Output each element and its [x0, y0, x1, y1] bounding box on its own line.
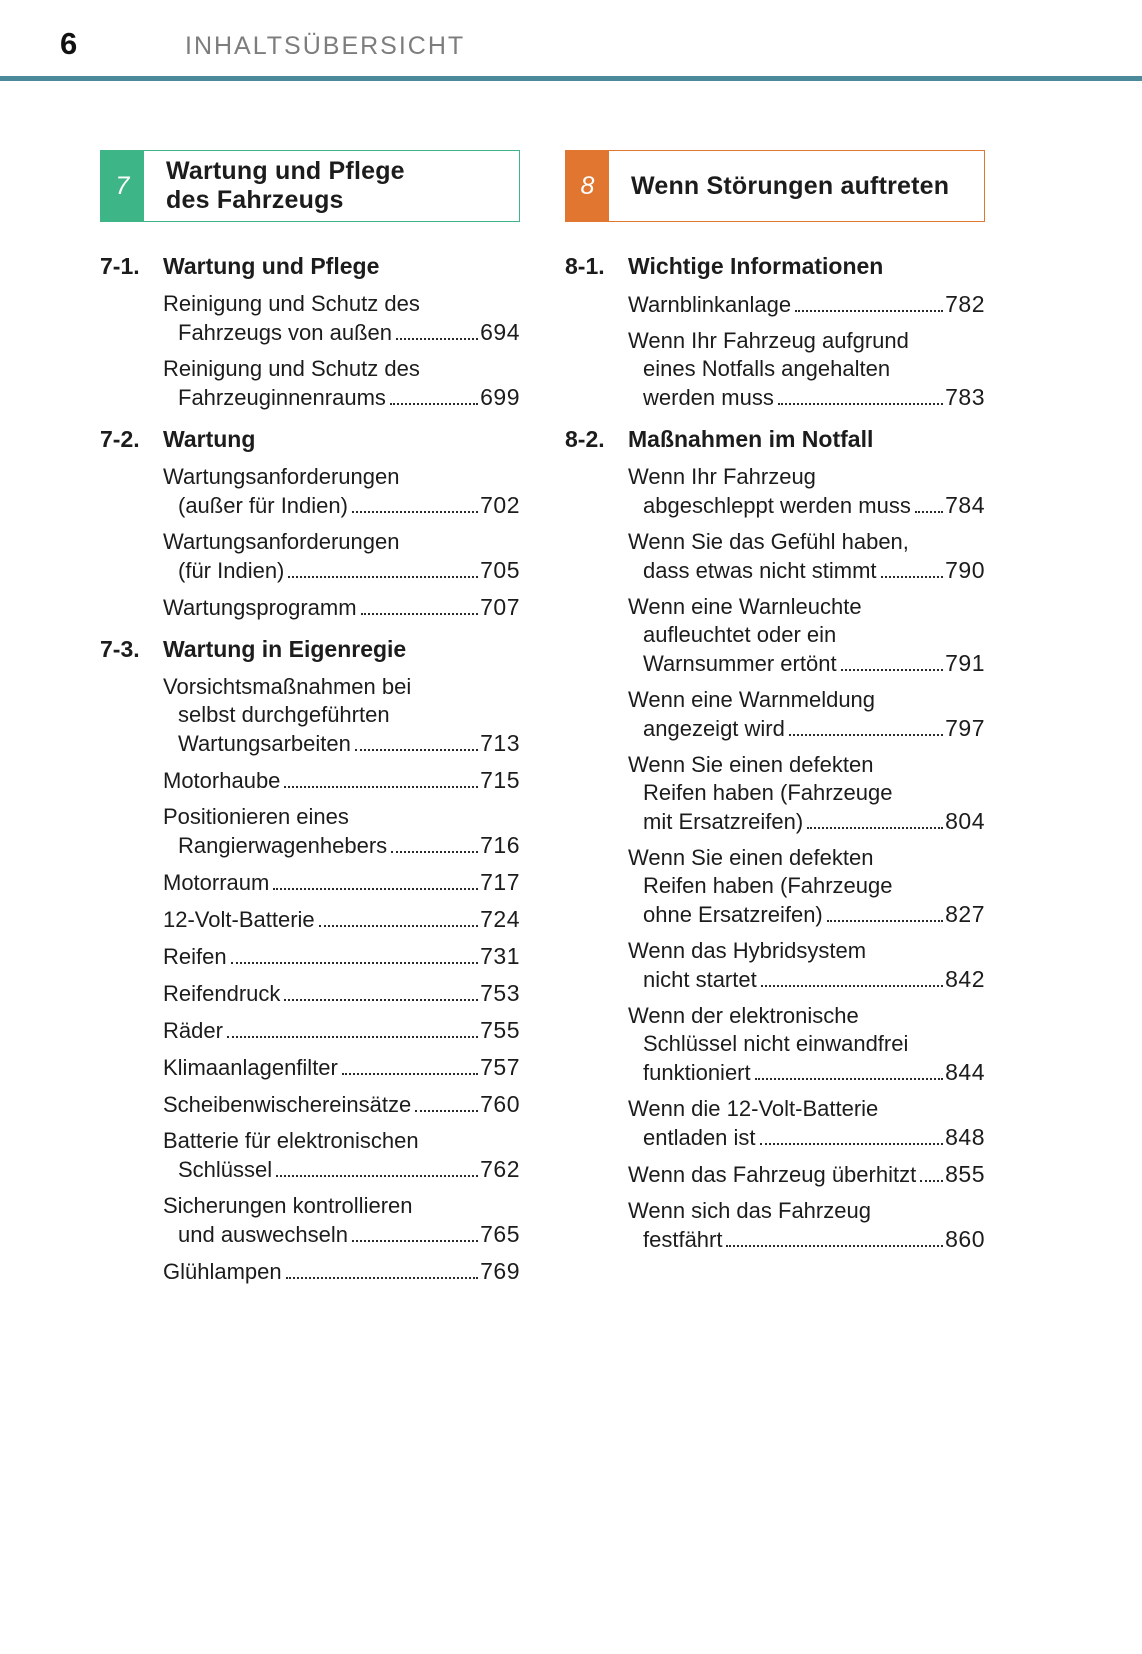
entry-text: abgeschleppt werden muss [643, 493, 911, 518]
entry-text: (außer für Indien) [178, 493, 348, 518]
entry-text: Räder [163, 1018, 223, 1043]
toc-entry [163, 1090, 520, 1119]
entry-line: Wenn das Hybridsystem [628, 938, 867, 963]
entry-last-line [628, 383, 985, 412]
entry-text: werden muss [643, 385, 774, 410]
entry-page-number: 731 [480, 943, 520, 969]
toc-entry [628, 844, 985, 929]
entry-page-number: 855 [945, 1161, 985, 1187]
entry-line: Wenn eine Warnleuchte [628, 594, 862, 619]
section-id: 8-1. [565, 253, 605, 279]
entry-last-line [163, 766, 520, 795]
entry-last-line [163, 383, 520, 412]
entry-text: Rangierwagenhebers [178, 833, 388, 858]
section-entries [628, 463, 985, 1254]
section-entries [163, 290, 520, 412]
entry-last-line [163, 831, 520, 860]
chapter-number-tab: 8 [566, 151, 609, 221]
entry-text: Schlüssel [178, 1157, 273, 1182]
entry-page-number: 791 [945, 650, 985, 676]
dotted-leader [288, 576, 478, 578]
chapter-title-line: Wartung und Pflege [166, 157, 405, 185]
entry-last-line [163, 1257, 520, 1286]
toc-entry [163, 1016, 520, 1045]
dotted-leader [789, 734, 943, 736]
entry-page-number: 717 [480, 869, 520, 895]
section-heading [100, 252, 520, 280]
page-title: INHALTSÜBERSICHT [185, 32, 466, 60]
toc-entry [163, 290, 520, 347]
dotted-leader [361, 613, 479, 615]
entry-last-line [163, 979, 520, 1008]
entry-last-line [163, 556, 520, 585]
dotted-leader [827, 920, 943, 922]
entry-text: Fahrzeugs von außen [178, 320, 393, 345]
entry-text: festfährt [643, 1227, 723, 1252]
entry-last-line [163, 1155, 520, 1184]
dotted-leader [920, 1180, 943, 1182]
toc-entry [163, 905, 520, 934]
section-heading [565, 252, 985, 280]
toc-entry [628, 686, 985, 743]
entry-page-number: 705 [480, 557, 520, 583]
entry-text: Motorhaube [163, 768, 281, 793]
section-title: Wartung und Pflege [163, 253, 380, 279]
dotted-leader [396, 338, 478, 340]
entry-line: Reinigung und Schutz des [163, 291, 420, 316]
entry-line: Wenn Sie das Gefühl haben, [628, 529, 909, 554]
chapter-box [100, 150, 520, 222]
entry-page-number: 804 [945, 808, 985, 834]
dotted-leader [795, 310, 943, 312]
dotted-leader [284, 786, 478, 788]
header-rule [0, 76, 1142, 81]
entry-line: Reifen haben (Fahrzeuge [643, 873, 893, 898]
toc-entry [163, 528, 520, 585]
entry-line: Vorsichtsmaßnahmen bei [163, 674, 412, 699]
entry-page-number: 848 [945, 1124, 985, 1150]
entry-line: Wenn Sie einen defekten [628, 845, 874, 870]
toc-entry [163, 1053, 520, 1082]
section-title: Wichtige Informationen [628, 253, 884, 279]
entry-text: Reifendruck [163, 981, 281, 1006]
entry-page-number: 702 [480, 492, 520, 518]
entry-last-line [163, 1090, 520, 1119]
entry-page-number: 790 [945, 557, 985, 583]
dotted-leader [391, 851, 478, 853]
entry-page-number: 782 [945, 291, 985, 317]
entry-page-number: 760 [480, 1091, 520, 1117]
toc-entry [628, 528, 985, 585]
entry-text: 12-Volt-Batterie [163, 907, 315, 932]
entry-line: eines Notfalls angehalten [643, 356, 891, 381]
entry-line: Sicherungen kontrollieren [163, 1193, 413, 1218]
entry-line: Wartungsanforderungen [163, 529, 400, 554]
dotted-leader [284, 999, 478, 1001]
toc-entry [628, 1002, 985, 1087]
toc-column-right [565, 150, 985, 1262]
entry-text: und auswechseln [178, 1222, 349, 1247]
entry-line: Wenn sich das Fahrzeug [628, 1198, 871, 1223]
toc-entry [163, 868, 520, 897]
toc-entry [163, 463, 520, 520]
entry-text: dass etwas nicht stimmt [643, 558, 877, 583]
entry-text: Klimaanlagenfilter [163, 1055, 338, 1080]
chapter-title-line: des Fahrzeugs [166, 186, 344, 214]
entry-text: ohne Ersatzreifen) [643, 902, 823, 927]
entry-last-line [628, 1123, 985, 1152]
toc-entry [163, 593, 520, 622]
entry-page-number: 699 [480, 384, 520, 410]
chapter-number-tab: 7 [101, 151, 144, 221]
entry-line: aufleuchtet oder ein [643, 622, 837, 647]
entry-page-number: 844 [945, 1059, 985, 1085]
entry-page-number: 797 [945, 715, 985, 741]
entry-last-line [163, 593, 520, 622]
toc-entry [163, 766, 520, 795]
dotted-leader [761, 985, 943, 987]
entry-line: Wenn Sie einen defekten [628, 752, 874, 777]
toc-entry [163, 1127, 520, 1184]
entry-page-number: 860 [945, 1226, 985, 1252]
entry-text: (für Indien) [178, 558, 285, 583]
entry-line: Reinigung und Schutz des [163, 356, 420, 381]
entry-last-line [163, 1053, 520, 1082]
entry-text: Motorraum [163, 870, 270, 895]
entry-page-number: 755 [480, 1017, 520, 1043]
toc-entry [628, 1095, 985, 1152]
section-title: Wartung [163, 426, 256, 452]
entry-page-number: 784 [945, 492, 985, 518]
entry-text: entladen ist [643, 1125, 756, 1150]
dotted-leader [390, 403, 478, 405]
entry-last-line [163, 905, 520, 934]
entry-page-number: 842 [945, 966, 985, 992]
dotted-leader [726, 1245, 943, 1247]
entry-page-number: 753 [480, 980, 520, 1006]
entry-line: Reifen haben (Fahrzeuge [643, 780, 893, 805]
entry-page-number: 715 [480, 767, 520, 793]
entry-last-line [628, 1160, 985, 1189]
toc-entry [628, 1160, 985, 1189]
entry-page-number: 716 [480, 832, 520, 858]
dotted-leader [415, 1110, 478, 1112]
section-heading [565, 425, 985, 453]
entry-last-line [628, 649, 985, 678]
entry-text: Glühlampen [163, 1259, 282, 1284]
chapter-box [565, 150, 985, 222]
entry-text: Wenn das Fahrzeug überhitzt [628, 1162, 917, 1187]
entry-last-line [628, 807, 985, 836]
entry-page-number: 707 [480, 594, 520, 620]
dotted-leader [342, 1073, 478, 1075]
entry-last-line [628, 1058, 985, 1087]
dotted-leader [841, 669, 944, 671]
entry-last-line [628, 491, 985, 520]
entry-page-number: 713 [480, 730, 520, 756]
section-entries [163, 673, 520, 1286]
dotted-leader [881, 576, 944, 578]
entry-last-line [628, 1225, 985, 1254]
section-title: Wartung in Eigenregie [163, 636, 407, 662]
entry-last-line [628, 556, 985, 585]
dotted-leader [352, 511, 478, 513]
entry-page-number: 762 [480, 1156, 520, 1182]
toc-entry [628, 593, 985, 678]
entry-page-number: 783 [945, 384, 985, 410]
chapter-title [144, 151, 405, 221]
toc-entry [628, 751, 985, 836]
entry-text: nicht startet [643, 967, 757, 992]
section-heading [100, 635, 520, 663]
entry-line: Wenn der elektronische [628, 1003, 859, 1028]
entry-text: Wartungsarbeiten [178, 731, 351, 756]
toc-column-left [100, 150, 520, 1294]
toc-entry [163, 979, 520, 1008]
dotted-leader [231, 962, 479, 964]
dotted-leader [915, 511, 943, 513]
section-id: 7-3. [100, 636, 140, 662]
toc-entry [163, 1192, 520, 1249]
dotted-leader [319, 925, 478, 927]
entry-page-number: 724 [480, 906, 520, 932]
entry-last-line [628, 965, 985, 994]
entry-line: Batterie für elektronischen [163, 1128, 419, 1153]
entry-text: Warnsummer ertönt [643, 651, 837, 676]
entry-last-line [163, 729, 520, 758]
entry-line: Wenn eine Warnmeldung [628, 687, 876, 712]
entry-last-line [628, 900, 985, 929]
entry-page-number: 769 [480, 1258, 520, 1284]
entry-last-line [163, 868, 520, 897]
section-entries [163, 463, 520, 622]
dotted-leader [286, 1277, 478, 1279]
entry-text: Wartungsprogramm [163, 595, 357, 620]
chapter-title-line: Wenn Störungen auftreten [631, 171, 950, 200]
toc-entry [628, 937, 985, 994]
dotted-leader [807, 827, 943, 829]
toc-entry [163, 803, 520, 860]
entry-text: Fahrzeuginnenraums [178, 385, 386, 410]
dotted-leader [755, 1078, 944, 1080]
dotted-leader [760, 1143, 944, 1145]
chapter-title [609, 151, 949, 221]
toc-entry [163, 1257, 520, 1286]
toc-entry [163, 942, 520, 971]
toc-entry [628, 327, 985, 412]
entry-page-number: 757 [480, 1054, 520, 1080]
entry-text: Warnblinkanlage [628, 292, 792, 317]
dotted-leader [276, 1175, 478, 1177]
section-heading [100, 425, 520, 453]
entry-line: Wenn die 12-Volt-Batterie [628, 1096, 879, 1121]
dotted-leader [273, 888, 478, 890]
entry-page-number: 827 [945, 901, 985, 927]
dotted-leader [352, 1240, 478, 1242]
toc-entry [628, 1197, 985, 1254]
section-title: Maßnahmen im Notfall [628, 426, 874, 452]
entry-last-line [628, 714, 985, 743]
entry-last-line [628, 290, 985, 319]
entry-text: mit Ersatzreifen) [643, 809, 804, 834]
entry-text: Scheibenwischereinsätze [163, 1092, 412, 1117]
entry-text: angezeigt wird [643, 716, 785, 741]
section-entries [628, 290, 985, 412]
entry-last-line [163, 942, 520, 971]
dotted-leader [227, 1036, 478, 1038]
toc-entry [628, 463, 985, 520]
entry-last-line [163, 1016, 520, 1045]
dotted-leader [355, 749, 478, 751]
entry-line: Wartungsanforderungen [163, 464, 400, 489]
section-id: 7-1. [100, 253, 140, 279]
entry-line: Schlüssel nicht einwandfrei [643, 1031, 909, 1056]
toc-entry [163, 673, 520, 758]
entry-last-line [163, 491, 520, 520]
entry-text: funktioniert [643, 1060, 751, 1085]
entry-text: Reifen [163, 944, 227, 969]
entry-line: selbst durchgeführten [178, 702, 390, 727]
dotted-leader [778, 403, 943, 405]
entry-line: Positionieren eines [163, 804, 349, 829]
entry-page-number: 765 [480, 1221, 520, 1247]
toc-entry [628, 290, 985, 319]
toc-entry [163, 355, 520, 412]
entry-last-line [163, 1220, 520, 1249]
page-number: 6 [60, 26, 78, 61]
entry-last-line [163, 318, 520, 347]
entry-page-number: 694 [480, 319, 520, 345]
section-id: 7-2. [100, 426, 140, 452]
entry-line: Wenn Ihr Fahrzeug [628, 464, 816, 489]
entry-line: Wenn Ihr Fahrzeug aufgrund [628, 328, 909, 353]
section-id: 8-2. [565, 426, 605, 452]
